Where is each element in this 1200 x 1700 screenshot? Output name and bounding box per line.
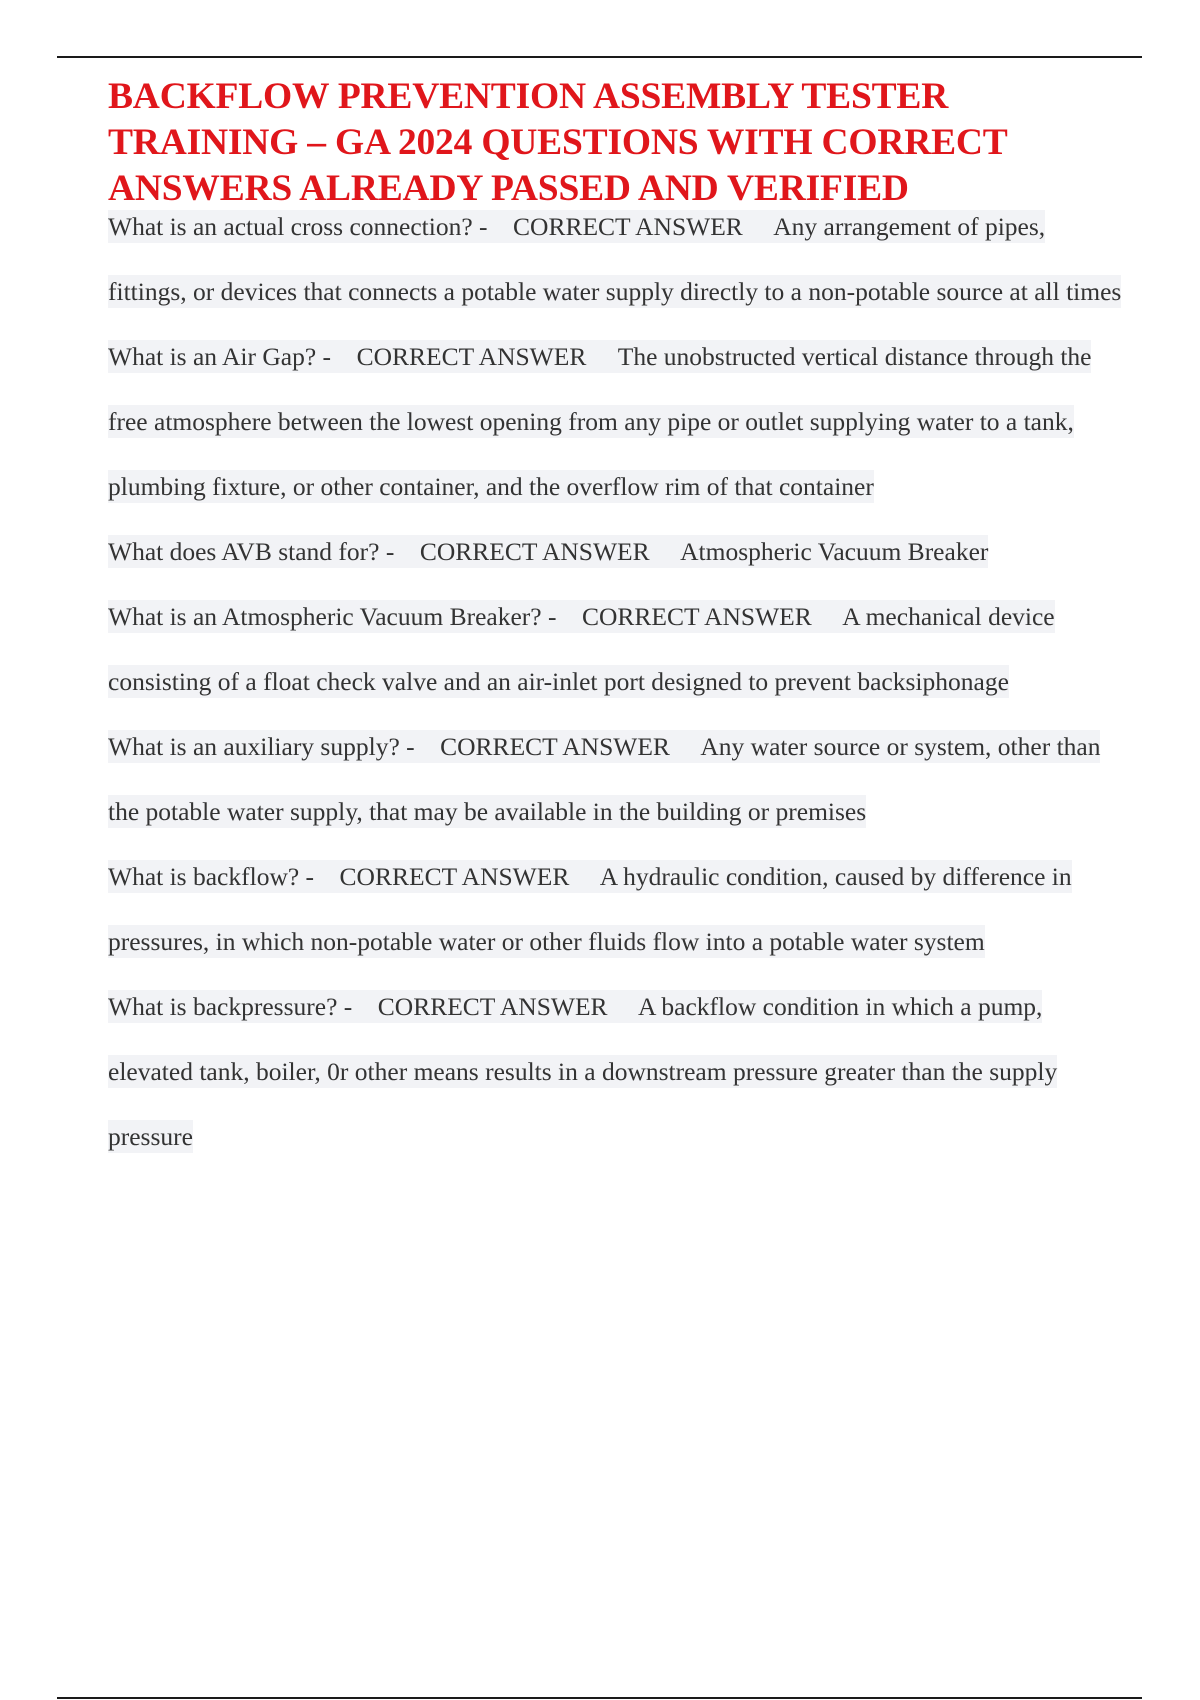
answer-marker: CORRECT ANSWER (419, 537, 650, 566)
answer-marker: CORRECT ANSWER (356, 342, 587, 371)
bottom-rule (57, 1697, 1142, 1699)
answer-marker: CORRECT ANSWER (440, 732, 670, 761)
answer-marker: CORRECT ANSWER (377, 992, 608, 1021)
question-text: What is an Atmospheric Vacuum Breaker? - (108, 602, 557, 631)
answer-text: Any arrangement of pipes, fittings, or devices that connects a potable water supply directly to a non-potable source at all times (108, 212, 1122, 306)
document-body (108, 74, 1128, 1169)
answer-marker: CORRECT ANSWER (339, 862, 570, 891)
answer-text: The unobstructed vertical distance through the free atmosphere between the lowest opening from any pipe or outlet supplying water to a tank, plumbing fixture, or other container, and the overflow rim of that container (108, 342, 1092, 501)
answer-marker: CORRECT ANSWER (513, 212, 743, 241)
answer-text: Any water source or system, other than the potable water supply, that may be available in the building or premises (108, 732, 1101, 826)
qa-item (108, 324, 1128, 519)
question-text: What is backpressure? - (108, 992, 353, 1021)
question-text: What is backflow? - (108, 862, 315, 891)
qa-list (108, 194, 1128, 1169)
question-text: What is an auxiliary supply? - (108, 732, 415, 761)
answer-text: A hydraulic condition, caused by difference in pressures, in which non-potable water or other fluids flow into a potable water system (108, 862, 1072, 956)
qa-item (108, 519, 1128, 584)
qa-item (108, 584, 1128, 714)
question-text: What is an actual cross connection? - (108, 212, 488, 241)
question-text: What does AVB stand for? - (108, 537, 395, 566)
answer-text: A mechanical device consisting of a float check valve and an air-inlet port designed to prevent backsiphonage (108, 602, 1055, 696)
qa-item (108, 714, 1128, 844)
answer-text: A backflow condition in which a pump, elevated tank, boiler, 0r other means results in a downstream pressure greater than the supply pressure (108, 992, 1058, 1151)
qa-item (108, 974, 1128, 1169)
answer-text: Atmospheric Vacuum Breaker (680, 537, 989, 566)
answer-marker: CORRECT ANSWER (581, 602, 812, 631)
question-text: What is an Air Gap? - (108, 342, 332, 371)
qa-item (108, 194, 1128, 324)
top-rule (57, 56, 1142, 58)
qa-item (108, 844, 1128, 974)
document-title: BACKFLOW PREVENTION ASSEMBLY TESTER TRAINING – GA 2024 QUESTIONS WITH CORRECT ANSWERS ALREADY PASSED AND VERIFIED (108, 76, 1007, 209)
